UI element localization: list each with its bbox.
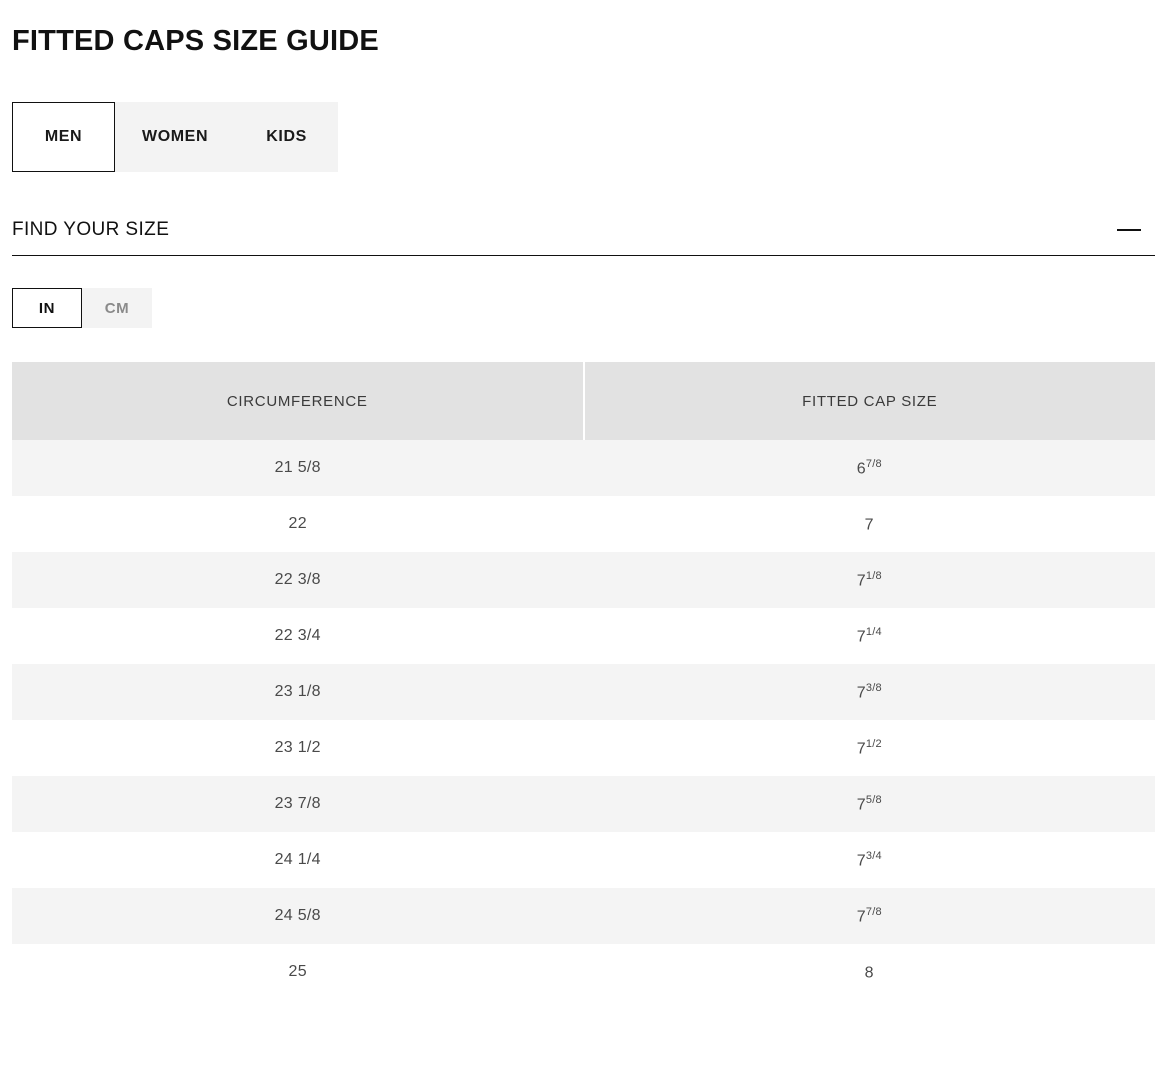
cell-circumference: 24 1/4 — [12, 832, 584, 888]
unit-button-in-label: IN — [38, 299, 56, 317]
tab-men-label: MEN — [44, 128, 83, 145]
cell-circumference: 24 5/8 — [12, 888, 584, 944]
cell-circumference: 25 — [12, 944, 584, 1000]
table-row — [12, 720, 1155, 776]
cell-circumference: 22 3/8 — [12, 552, 584, 608]
table-row — [12, 832, 1155, 888]
size-chart-table — [12, 362, 1155, 1000]
cell-cap-size: $7^{1/4}$ — [584, 608, 1156, 664]
table-row — [12, 552, 1155, 608]
tab-women[interactable] — [115, 102, 235, 172]
tab-women-label: WOMEN — [142, 128, 209, 145]
unit-button-cm[interactable] — [82, 288, 152, 328]
find-your-size-accordion[interactable] — [12, 217, 1155, 256]
audience-tab-group — [12, 102, 1155, 172]
table-head — [12, 362, 1155, 440]
unit-button-cm-label: CM — [104, 299, 130, 317]
table-row — [12, 440, 1155, 496]
cell-circumference: 22 3/4 — [12, 608, 584, 664]
accordion-title: FIND YOUR SIZE — [12, 219, 170, 240]
table-row — [12, 776, 1155, 832]
cell-circumference: 23 1/8 — [12, 664, 584, 720]
cell-cap-size: $6^{7/8}$ — [584, 440, 1156, 496]
cell-cap-size: 7 — [584, 496, 1156, 552]
table-row — [12, 496, 1155, 552]
table-row — [12, 944, 1155, 1000]
table-row — [12, 608, 1155, 664]
table-body — [12, 440, 1155, 1000]
cell-circumference: 23 1/2 — [12, 720, 584, 776]
cell-cap-size: 8 — [584, 944, 1156, 1000]
cell-circumference: 23 7/8 — [12, 776, 584, 832]
cell-cap-size: $7^{1/2}$ — [584, 720, 1156, 776]
unit-button-in[interactable] — [12, 288, 82, 328]
cell-circumference: 22 — [12, 496, 584, 552]
cell-cap-size: $7^{5/8}$ — [584, 776, 1156, 832]
tab-men[interactable] — [12, 102, 115, 172]
size-guide-page — [0, 12, 1167, 1065]
unit-toggle-group — [12, 288, 1155, 328]
cell-cap-size: $7^{3/4}$ — [584, 832, 1156, 888]
column-header-circumference: CIRCUMFERENCE — [12, 362, 584, 440]
table-row — [12, 888, 1155, 944]
tab-kids[interactable] — [235, 102, 338, 172]
cell-cap-size: $7^{3/8}$ — [584, 664, 1156, 720]
cell-cap-size: $7^{1/8}$ — [584, 552, 1156, 608]
page-title: FITTED CAPS SIZE GUIDE — [12, 25, 379, 57]
table-row — [12, 664, 1155, 720]
table-header-row — [12, 362, 1155, 440]
minus-icon[interactable] — [1117, 217, 1143, 243]
column-header-fitted-cap-size: FITTED CAP SIZE — [584, 362, 1156, 440]
cell-cap-size: $7^{7/8}$ — [584, 888, 1156, 944]
tab-kids-label: KIDS — [266, 128, 307, 145]
cell-circumference: 21 5/8 — [12, 440, 584, 496]
